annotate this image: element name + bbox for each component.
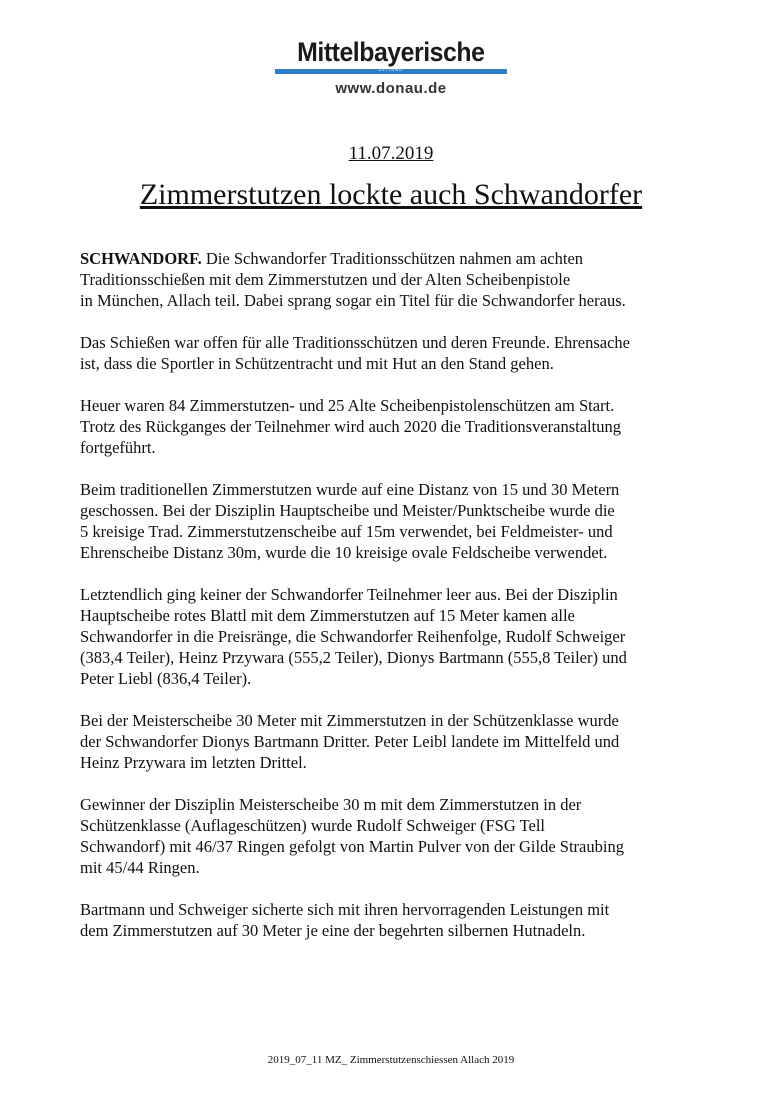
logo-accent-bar: [275, 69, 507, 74]
line: Bei der Meisterscheibe 30 Meter mit Zimmerstutzen in der Schützenklasse wurde: [80, 711, 619, 730]
article-paragraph: [80, 332, 710, 374]
masthead: [0, 36, 782, 97]
line: Gewinner der Disziplin Meisterscheibe 30 m mit dem Zimmerstutzen in der: [80, 795, 582, 814]
line: Die Schwandorfer Traditionsschützen nahmen am achten: [201, 249, 584, 268]
line: Traditionsschießen mit dem Zimmerstutzen und der Alten Scheibenpistole: [80, 270, 571, 289]
newspaper-url: www.donau.de: [335, 80, 447, 97]
article-paragraph: [80, 479, 710, 563]
line: Heuer waren 84 Zimmerstutzen- und 25 Alte Scheibenpistolenschützen am Start.: [80, 396, 615, 415]
line: Trotz des Rückganges der Teilnehmer wird auch 2020 die Traditionsveranstaltung: [80, 417, 621, 436]
article-paragraph: [80, 584, 710, 689]
dateline: SCHWANDORF.: [80, 249, 202, 268]
logo-subtext: ZEITUNG: [378, 67, 404, 72]
line: Ehrenscheibe Distanz 30m, wurde die 10 kreisige ovale Feldscheibe verwendet.: [80, 543, 608, 562]
line: mit 45/44 Ringen.: [80, 858, 200, 877]
line: Bartmann und Schweiger sicherte sich mit ihren hervorragenden Leistungen mit: [80, 900, 610, 919]
line: in München, Allach teil. Dabei sprang sogar ein Titel für die Schwandorfer heraus.: [80, 291, 626, 310]
line: Schwandorfer in die Preisränge, die Schwandorfer Reihenfolge, Rudolf Schweiger: [80, 627, 626, 646]
line: Beim traditionellen Zimmerstutzen wurde auf eine Distanz von 15 und 30 Metern: [80, 480, 620, 499]
line: Heinz Przywara im letzten Drittel.: [80, 753, 307, 772]
article-paragraph: [80, 710, 710, 773]
newspaper-logo: Mittelbayerische: [297, 37, 485, 67]
article-headline: Zimmerstutzen lockte auch Schwandorfer: [139, 178, 643, 211]
article-date: 11.07.2019: [348, 143, 434, 164]
page-footer: 2019_07_11 MZ_ Zimmerstutzenschiessen Allach 2019: [267, 1054, 515, 1066]
line: ist, dass die Sportler in Schützentracht und mit Hut an den Stand gehen.: [80, 354, 554, 373]
line: Peter Liebl (836,4 Teiler).: [80, 669, 252, 688]
article-paragraph: [80, 395, 710, 458]
line: Hauptscheibe rotes Blattl mit dem Zimmerstutzen auf 15 Meter kamen alle: [80, 606, 575, 625]
line: der Schwandorfer Dionys Bartmann Dritter. Peter Leibl landete im Mittelfeld und: [80, 732, 620, 751]
line: 5 kreisige Trad. Zimmerstutzenscheibe auf 15m verwendet, bei Feldmeister- und: [80, 522, 613, 541]
line: dem Zimmerstutzen auf 30 Meter je eine der begehrten silbernen Hutnadeln.: [80, 921, 586, 940]
line: Schützenklasse (Auflageschützen) wurde Rudolf Schweiger (FSG Tell: [80, 816, 546, 835]
article-body: [80, 248, 710, 962]
line: Schwandorf) mit 46/37 Ringen gefolgt von Martin Pulver von der Gilde Straubing: [80, 837, 624, 856]
article-paragraph: [80, 899, 710, 941]
article-paragraph: [80, 248, 710, 311]
line: (383,4 Teiler), Heinz Przywara (555,2 Teiler), Dionys Bartmann (555,8 Teiler) und: [80, 648, 627, 667]
line: fortgeführt.: [80, 438, 156, 457]
line: geschossen. Bei der Disziplin Hauptscheibe und Meister/Punktscheibe wurde die: [80, 501, 615, 520]
line: Letztendlich ging keiner der Schwandorfer Teilnehmer leer aus. Bei der Disziplin: [80, 585, 618, 604]
article-paragraph: [80, 794, 710, 878]
line: Das Schießen war offen für alle Traditionsschützen und deren Freunde. Ehrensache: [80, 333, 630, 352]
